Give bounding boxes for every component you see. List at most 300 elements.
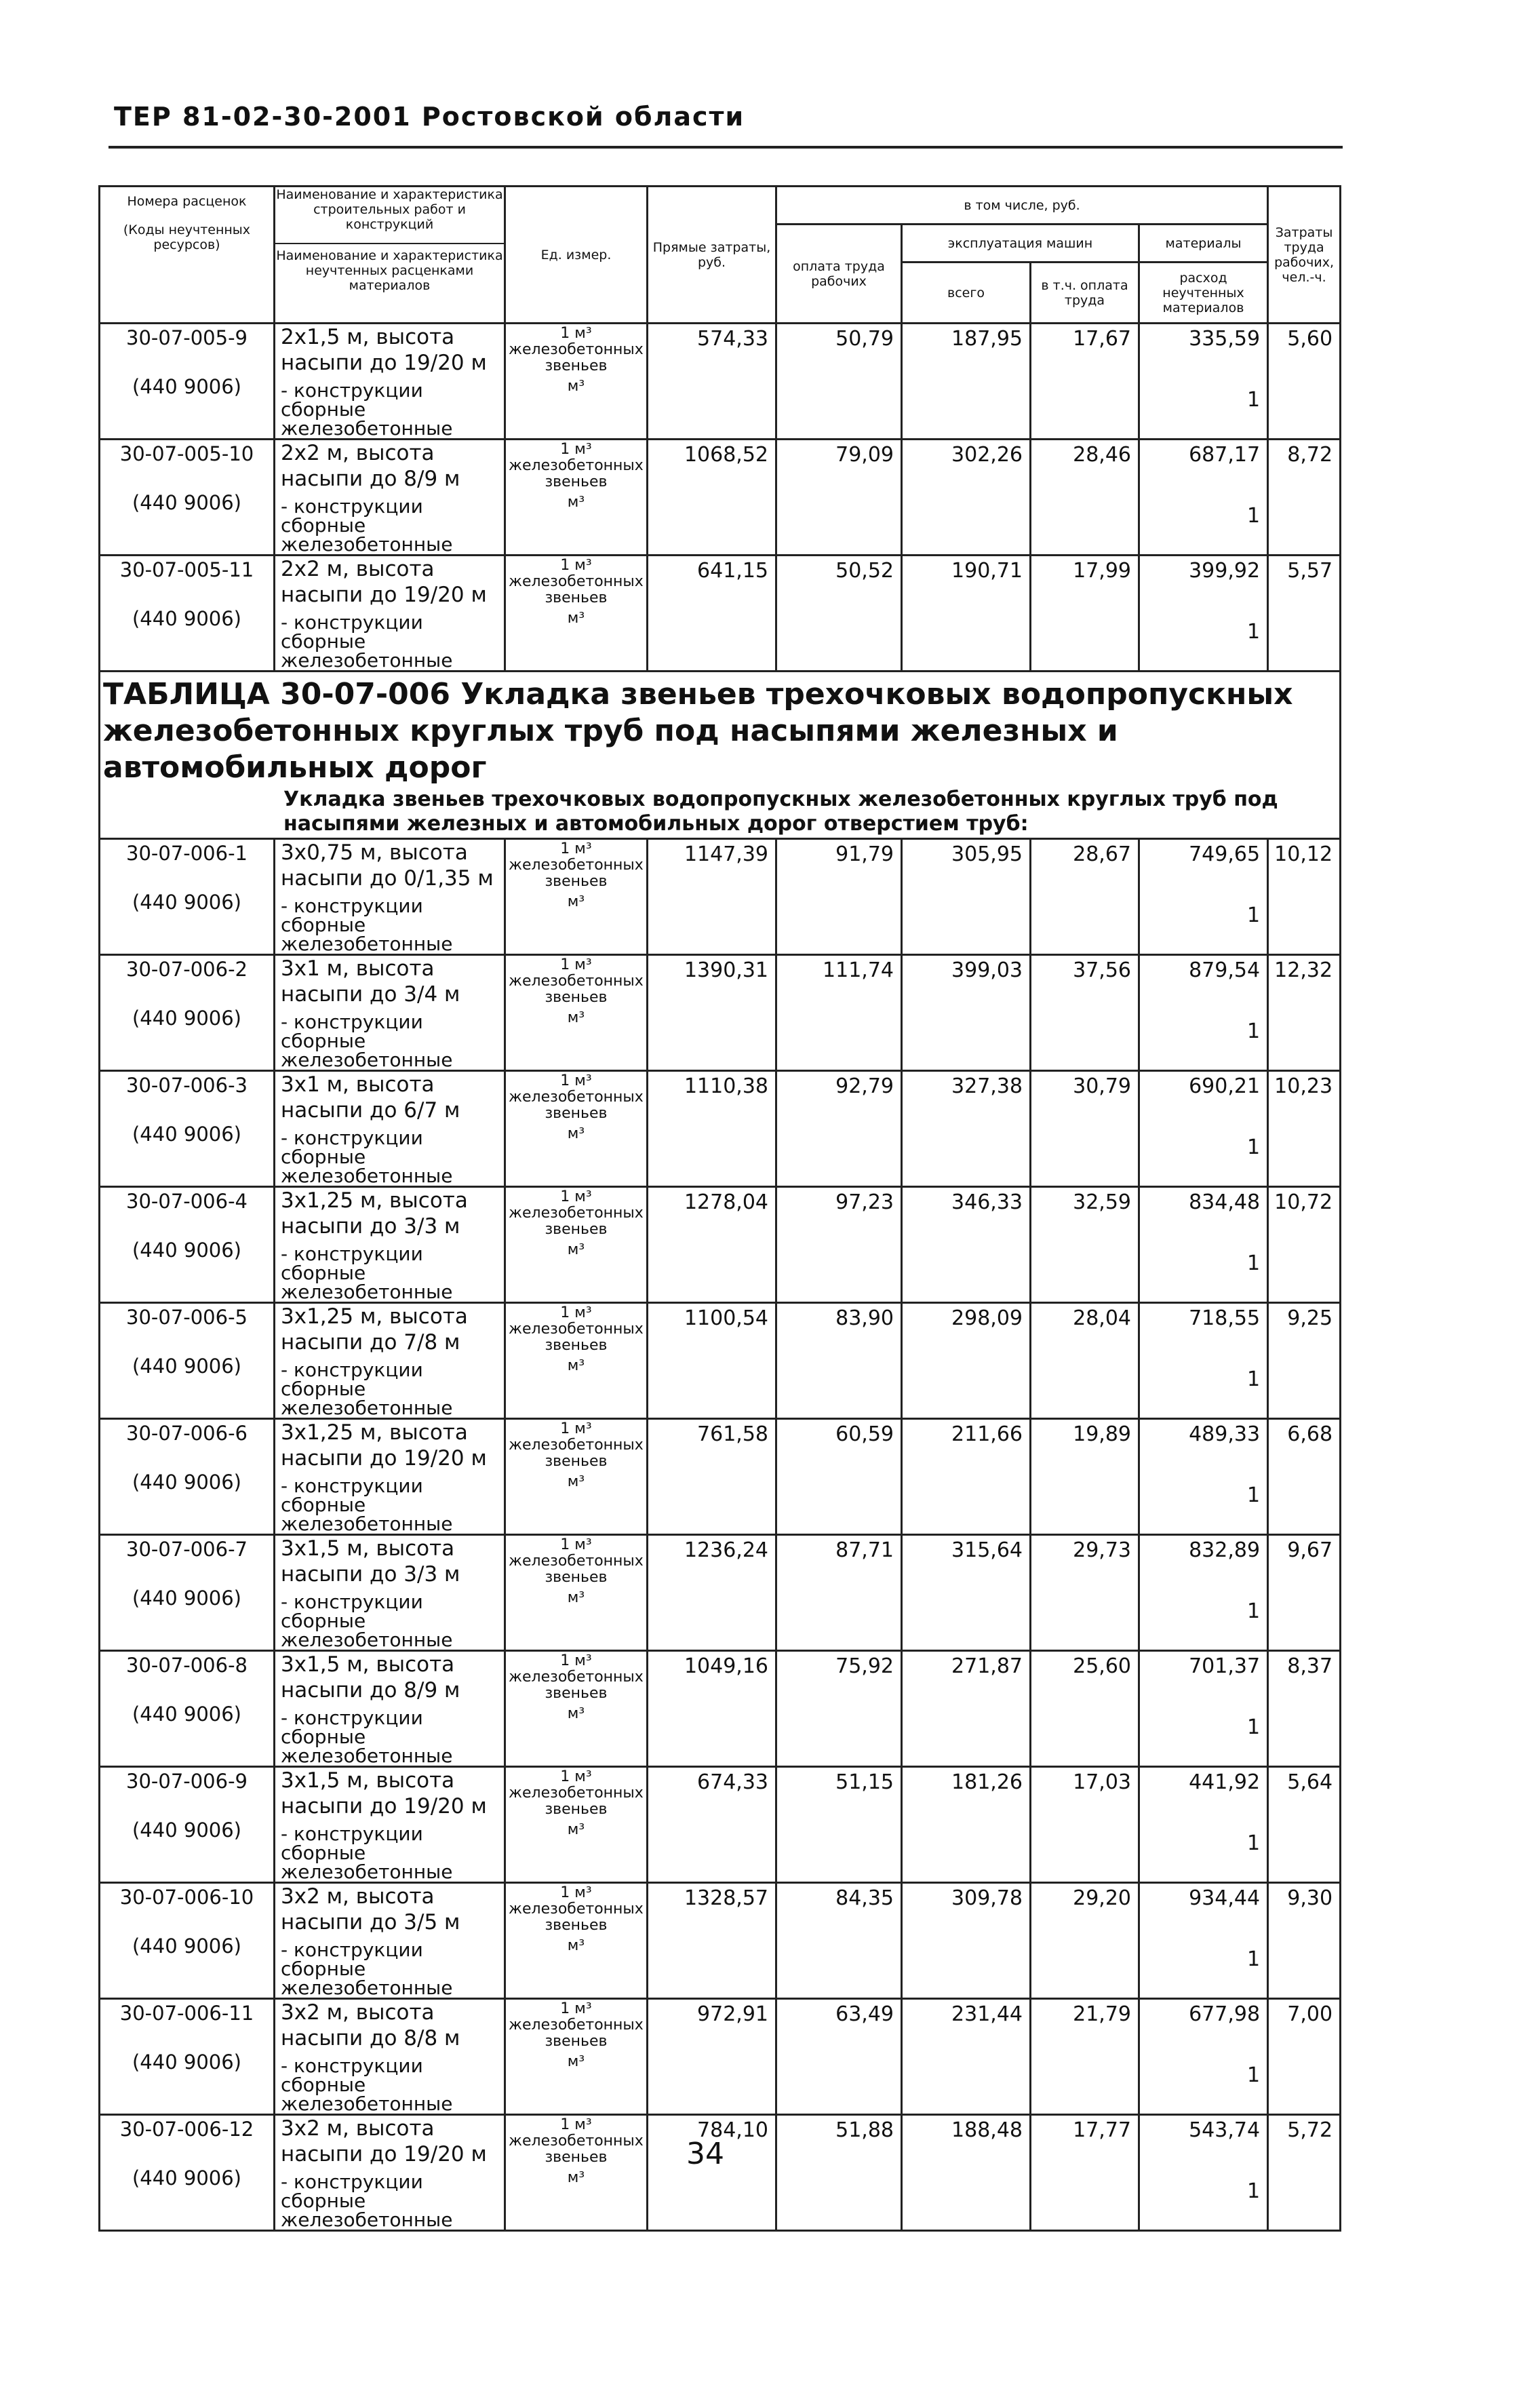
unit-label: 1 м³ железобетонных звеньев [509,1536,644,1586]
unit-cell [505,1535,648,1651]
header-materials-sub [1139,263,1268,324]
materials-cost: 718,55 [1189,1306,1261,1330]
header-wage-label: оплата труда рабочих [793,258,885,289]
description-cell [275,1651,505,1767]
rate-code: 30-07-006-5 [126,1306,248,1329]
description-cell [275,1303,505,1419]
labor-cost: 5,72 [1268,2115,1341,2231]
machines-cost: 271,87 [902,1651,1031,1767]
materials-cost: 489,33 [1189,1422,1261,1446]
direct-cost: 1236,24 [648,1535,776,1651]
table-subtitle: Укладка звеньев трехочковых водопропускных железобетонных круглых труб под насыпями железных и автомобильных дорог отверстием труб: [100,788,1341,839]
table-row [100,324,1341,440]
materials-cell [1139,1651,1268,1767]
table-row [100,1303,1341,1419]
direct-cost: 1278,04 [648,1187,776,1303]
unit-material: м³ [567,378,585,395]
work-description: 3х2 м, высота насыпи до 19/20 м [281,2116,487,2166]
unit-material: м³ [567,893,585,910]
table-row [100,440,1341,556]
labor-cost: 7,00 [1268,1999,1341,2115]
materials-cell [1139,1187,1268,1303]
unit-cell [505,1999,648,2115]
rate-code: 30-07-006-8 [126,1654,248,1677]
unit-material: м³ [567,1009,585,1026]
material-description: - конструкции сборные железобетонные [281,2055,453,2115]
rate-code: 30-07-005-10 [119,442,254,465]
work-description: 3х1,5 м, высота насыпи до 3/3 м [281,1536,460,1587]
machines-wage-cost: 17,99 [1031,556,1139,672]
header-incl [776,187,1268,225]
labor-cost: 8,72 [1268,440,1341,556]
machines-cost: 327,38 [902,1071,1031,1187]
materials-cell [1139,324,1268,440]
rate-code-cell [100,1999,275,2115]
description-cell [275,1187,505,1303]
rate-code-cell [100,556,275,672]
direct-cost: 674,33 [648,1767,776,1883]
header-wage [776,225,902,324]
wage-cost: 79,09 [776,440,902,556]
wage-cost: 51,88 [776,2115,902,2231]
rate-code-cell [100,1883,275,1999]
unit-label: 1 м³ железобетонных звеньев [509,956,644,1006]
machines-wage-cost: 32,59 [1031,1187,1139,1303]
material-description: - конструкции сборные железобетонные [281,1939,453,1999]
section-heading [100,672,1341,839]
wage-cost: 91,79 [776,839,902,955]
work-description: 2х2 м, высота насыпи до 8/9 м [281,441,460,491]
labor-cost: 9,30 [1268,1883,1341,1999]
labor-cost: 5,64 [1268,1767,1341,1883]
materials-cost: 934,44 [1189,1886,1261,1910]
unit-cell [505,440,648,556]
materials-cell [1139,839,1268,955]
unit-cell [505,955,648,1071]
header-name [275,187,505,324]
unit-material: м³ [567,2169,585,2186]
machines-wage-cost: 30,79 [1031,1071,1139,1187]
header-machines-total [902,263,1031,324]
rate-code-cell [100,1303,275,1419]
direct-cost: 1068,52 [648,440,776,556]
header-machines [902,225,1139,263]
direct-cost: 1049,16 [648,1651,776,1767]
unit-cell [505,1419,648,1535]
material-quantity: 1 [1246,388,1261,412]
machines-cost: 187,95 [902,324,1031,440]
machines-wage-cost: 37,56 [1031,955,1139,1071]
unit-cell [505,1187,648,1303]
running-header: ТЕР 81-02-30-2001 Ростовской области [114,102,745,130]
machines-wage-cost: 17,03 [1031,1767,1139,1883]
table-title: ТАБЛИЦА 30-07-006 Укладка звеньев трехочковых водопропускных железобетонных круглых труб под насыпями железных и автомобильных дорог [100,672,1341,788]
unit-label: 1 м³ железобетонных звеньев [509,1420,644,1470]
table-row [100,839,1341,955]
resource-code: (440 9006) [132,1355,241,1378]
unit-material: м³ [567,1589,585,1606]
table-row [100,2115,1341,2231]
unit-label: 1 м³ железобетонных звеньев [509,840,644,890]
description-cell [275,1767,505,1883]
description-cell [275,324,505,440]
wage-cost: 75,92 [776,1651,902,1767]
rate-code-cell [100,1419,275,1535]
work-description: 3х1,5 м, высота насыпи до 19/20 м [281,1768,487,1819]
resource-code: (440 9006) [132,375,241,398]
rate-code-cell [100,1187,275,1303]
material-description: - конструкции сборные железобетонные [281,495,453,556]
material-description: - конструкции сборные железобетонные [281,895,453,955]
header-code-label: Номера расценок [127,194,247,209]
unit-label: 1 м³ железобетонных звеньев [509,1304,644,1354]
header-name-sub: Наименование и характеристика неучтенных расценками материалов [275,243,504,293]
machines-wage-cost: 25,60 [1031,1651,1139,1767]
unit-label: 1 м³ железобетонных звеньев [509,2000,644,2050]
unit-material: м³ [567,494,585,511]
direct-cost: 1110,38 [648,1071,776,1187]
description-cell [275,556,505,672]
materials-cost: 690,21 [1189,1074,1261,1098]
header-rule [108,146,1343,149]
unit-label: 1 м³ железобетонных звеньев [509,557,644,606]
work-description: 3х0,75 м, высота насыпи до 0/1,35 м [281,840,494,891]
table-row [100,1999,1341,2115]
header-machines-wage [1031,263,1139,324]
resource-code: (440 9006) [132,891,241,914]
header-direct [648,187,776,324]
unit-label: 1 м³ железобетонных звеньев [509,441,644,490]
unit-label: 1 м³ железобетонных звеньев [509,1188,644,1238]
material-description: - конструкции сборные железобетонные [281,611,453,672]
machines-wage-cost: 21,79 [1031,1999,1139,2115]
wage-cost: 83,90 [776,1303,902,1419]
materials-cell [1139,440,1268,556]
unit-label: 1 м³ железобетонных звеньев [509,2116,644,2166]
rate-code: 30-07-005-9 [126,326,248,349]
unit-label: 1 м³ железобетонных звеньев [509,1652,644,1702]
unit-label: 1 м³ железобетонных звеньев [509,1884,644,1934]
machines-wage-cost: 28,46 [1031,440,1139,556]
table-row [100,1071,1341,1187]
material-quantity: 1 [1246,620,1261,644]
work-description: 3х2 м, высота насыпи до 8/8 м [281,2000,460,2050]
materials-cost: 687,17 [1189,443,1261,467]
materials-cell [1139,1883,1268,1999]
rate-code: 30-07-006-11 [119,2002,254,2025]
header-direct-label: Прямые затраты, руб. [652,239,771,270]
wage-cost: 50,79 [776,324,902,440]
rates-table [98,185,1341,2232]
labor-cost: 6,68 [1268,1419,1341,1535]
table-row [100,1187,1341,1303]
rate-code-cell [100,2115,275,2231]
header-labor [1268,187,1341,324]
resource-code: (440 9006) [132,1471,241,1494]
materials-cost: 834,48 [1189,1190,1261,1214]
machines-cost: 346,33 [902,1187,1031,1303]
description-cell [275,2115,505,2231]
labor-cost: 10,23 [1268,1071,1341,1187]
rates-table-container [98,185,1339,2232]
unit-cell [505,1767,648,1883]
rate-code: 30-07-006-4 [126,1190,248,1213]
rate-code: 30-07-005-11 [119,558,254,581]
materials-cell [1139,1999,1268,2115]
direct-cost: 1147,39 [648,839,776,955]
rate-code: 30-07-006-7 [126,1538,248,1561]
wage-cost: 63,49 [776,1999,902,2115]
header-machines-label: эксплуатация машин [947,235,1093,251]
machines-wage-cost: 29,20 [1031,1883,1139,1999]
machines-cost: 302,26 [902,440,1031,556]
material-description: - конструкции сборные железобетонные [281,379,453,440]
header-materials [1139,225,1268,263]
materials-cell [1139,2115,1268,2231]
resource-code: (440 9006) [132,2050,241,2074]
header-machines-total-label: всего [947,285,985,300]
rate-code: 30-07-006-6 [126,1422,248,1445]
table-row [100,1767,1341,1883]
table-row [100,1419,1341,1535]
work-description: 2х2 м, высота насыпи до 19/20 м [281,557,487,607]
description-cell [275,440,505,556]
description-cell [275,955,505,1071]
unit-label: 1 м³ железобетонных звеньев [509,1768,644,1818]
direct-cost: 641,15 [648,556,776,672]
machines-cost: 181,26 [902,1767,1031,1883]
rate-code-cell [100,1535,275,1651]
labor-cost: 9,67 [1268,1535,1341,1651]
rate-code-cell [100,1651,275,1767]
work-description: 3х1,25 м, высота насыпи до 3/3 м [281,1188,468,1239]
resource-code: (440 9006) [132,2166,241,2190]
resource-code: (440 9006) [132,1703,241,1726]
table-row [100,1883,1341,1999]
wage-cost: 50,52 [776,556,902,672]
material-description: - конструкции сборные железобетонные [281,1243,453,1303]
labor-cost: 5,57 [1268,556,1341,672]
machines-cost: 190,71 [902,556,1031,672]
unit-material: м³ [567,1705,585,1722]
header-code [100,187,275,324]
rate-code-cell [100,839,275,955]
materials-cell [1139,1071,1268,1187]
work-description: 3х1,5 м, высота насыпи до 8/9 м [281,1652,460,1703]
materials-cell [1139,1419,1268,1535]
rate-code: 30-07-006-10 [119,1886,254,1909]
materials-cost: 677,98 [1189,2002,1261,2026]
material-description: - конструкции сборные железобетонные [281,1475,453,1535]
material-description: - конструкции сборные железобетонные [281,1707,453,1767]
material-quantity: 1 [1246,504,1261,528]
header-materials-label: материалы [1165,235,1242,251]
resource-code: (440 9006) [132,491,241,514]
rate-code-cell [100,440,275,556]
unit-cell [505,1651,648,1767]
material-description: - конструкции сборные железобетонные [281,1127,453,1187]
rate-code-cell [100,324,275,440]
rate-code: 30-07-006-1 [126,842,248,865]
material-description: - конструкции сборные железобетонные [281,1823,453,1883]
materials-cell [1139,1767,1268,1883]
material-quantity: 1 [1246,903,1261,927]
header-incl-label: в том числе, руб. [964,197,1080,213]
direct-cost: 1390,31 [648,955,776,1071]
machines-wage-cost: 28,67 [1031,839,1139,955]
unit-material: м³ [567,1241,585,1258]
wage-cost: 97,23 [776,1187,902,1303]
material-description: - конструкции сборные железобетонные [281,1359,453,1419]
wage-cost: 84,35 [776,1883,902,1999]
unit-material: м³ [567,1473,585,1490]
main-rows [100,839,1341,2231]
work-description: 2х1,5 м, высота насыпи до 19/20 м [281,325,487,375]
materials-cell [1139,1535,1268,1651]
unit-label: 1 м³ железобетонных звеньев [509,1072,644,1122]
description-cell [275,1535,505,1651]
materials-cell [1139,556,1268,672]
materials-cost: 543,74 [1189,2118,1261,2142]
machines-wage-cost: 29,73 [1031,1535,1139,1651]
unit-label: 1 м³ железобетонных звеньев [509,325,644,374]
rate-code-cell [100,955,275,1071]
machines-cost: 309,78 [902,1883,1031,1999]
table-row [100,1535,1341,1651]
materials-cost: 749,65 [1189,842,1261,866]
description-cell [275,1883,505,1999]
machines-wage-cost: 17,77 [1031,2115,1139,2231]
page-number: 34 [686,2137,724,2171]
material-description: - конструкции сборные железобетонные [281,1011,453,1071]
material-quantity: 1 [1246,1483,1261,1507]
material-quantity: 1 [1246,1019,1261,1043]
machines-wage-cost: 17,67 [1031,324,1139,440]
rate-code: 30-07-006-2 [126,958,248,981]
work-description: 3х1 м, высота насыпи до 6/7 м [281,1072,460,1123]
unit-material: м³ [567,610,585,627]
resource-code: (440 9006) [132,1007,241,1030]
rate-code-cell [100,1071,275,1187]
unit-material: м³ [567,1357,585,1374]
description-cell [275,1419,505,1535]
unit-material: м³ [567,1125,585,1142]
unit-cell [505,556,648,672]
header-materials-sub-label: расход неучтенных материалов [1162,270,1244,315]
unit-material: м³ [567,2053,585,2070]
header-name-label: Наименование и характеристика строительных работ и конструкций [276,187,503,232]
header-code-sub: (Коды неучтенных ресурсов) [123,222,251,252]
direct-cost: 574,33 [648,324,776,440]
machines-cost: 211,66 [902,1419,1031,1535]
machines-wage-cost: 19,89 [1031,1419,1139,1535]
unit-material: м³ [567,1821,585,1838]
unit-cell [505,324,648,440]
material-quantity: 1 [1246,2179,1261,2203]
top-rows [100,324,1341,672]
direct-cost: 784,10 [648,2115,776,2231]
material-quantity: 1 [1246,1715,1261,1739]
material-quantity: 1 [1246,1831,1261,1855]
work-description: 3х1 м, высота насыпи до 3/4 м [281,956,460,1007]
materials-cost: 701,37 [1189,1654,1261,1678]
description-cell [275,1071,505,1187]
wage-cost: 111,74 [776,955,902,1071]
material-quantity: 1 [1246,2063,1261,2087]
wage-cost: 87,71 [776,1535,902,1651]
unit-cell [505,1071,648,1187]
materials-cell [1139,955,1268,1071]
material-description: - конструкции сборные железобетонные [281,1591,453,1651]
material-quantity: 1 [1246,1367,1261,1391]
direct-cost: 1328,57 [648,1883,776,1999]
materials-cost: 879,54 [1189,958,1261,982]
resource-code: (440 9006) [132,1819,241,1842]
work-description: 3х1,25 м, высота насыпи до 19/20 м [281,1420,487,1471]
unit-material: м³ [567,1937,585,1954]
table-row [100,955,1341,1071]
material-quantity: 1 [1246,1599,1261,1623]
rate-code: 30-07-006-12 [119,2118,254,2141]
labor-cost: 9,25 [1268,1303,1341,1419]
wage-cost: 51,15 [776,1767,902,1883]
description-cell [275,1999,505,2115]
unit-cell [505,1883,648,1999]
description-cell [275,839,505,955]
materials-cost: 441,92 [1189,1770,1261,1794]
header-unit-label: Ед. измер. [540,247,612,263]
work-description: 3х1,25 м, высота насыпи до 7/8 м [281,1304,468,1355]
resource-code: (440 9006) [132,1123,241,1146]
machines-cost: 305,95 [902,839,1031,955]
materials-cost: 832,89 [1189,1538,1261,1562]
machines-cost: 298,09 [902,1303,1031,1419]
resource-code: (440 9006) [132,1239,241,1262]
materials-cell [1139,1303,1268,1419]
material-quantity: 1 [1246,1135,1261,1159]
unit-cell [505,1303,648,1419]
direct-cost: 761,58 [648,1419,776,1535]
machines-cost: 188,48 [902,2115,1031,2231]
rate-code: 30-07-006-9 [126,1770,248,1793]
labor-cost: 12,32 [1268,955,1341,1071]
unit-cell [505,2115,648,2231]
labor-cost: 10,72 [1268,1187,1341,1303]
unit-cell [505,839,648,955]
resource-code: (440 9006) [132,1587,241,1610]
header-machines-wage-label: в т.ч. оплата труда [1041,277,1128,308]
work-description: 3х2 м, высота насыпи до 3/5 м [281,1884,460,1935]
material-quantity: 1 [1246,1947,1261,1971]
direct-cost: 972,91 [648,1999,776,2115]
material-description: - конструкции сборные железобетонные [281,2171,453,2231]
resource-code: (440 9006) [132,1935,241,1958]
machines-cost: 399,03 [902,955,1031,1071]
rate-code: 30-07-006-3 [126,1074,248,1097]
rate-code-cell [100,1767,275,1883]
machines-cost: 315,64 [902,1535,1031,1651]
direct-cost: 1100,54 [648,1303,776,1419]
materials-cost: 399,92 [1189,559,1261,583]
wage-cost: 92,79 [776,1071,902,1187]
machines-wage-cost: 28,04 [1031,1303,1139,1419]
material-quantity: 1 [1246,1251,1261,1275]
labor-cost: 10,12 [1268,839,1341,955]
table-row [100,556,1341,672]
resource-code: (440 9006) [132,607,241,630]
machines-cost: 231,44 [902,1999,1031,2115]
wage-cost: 60,59 [776,1419,902,1535]
